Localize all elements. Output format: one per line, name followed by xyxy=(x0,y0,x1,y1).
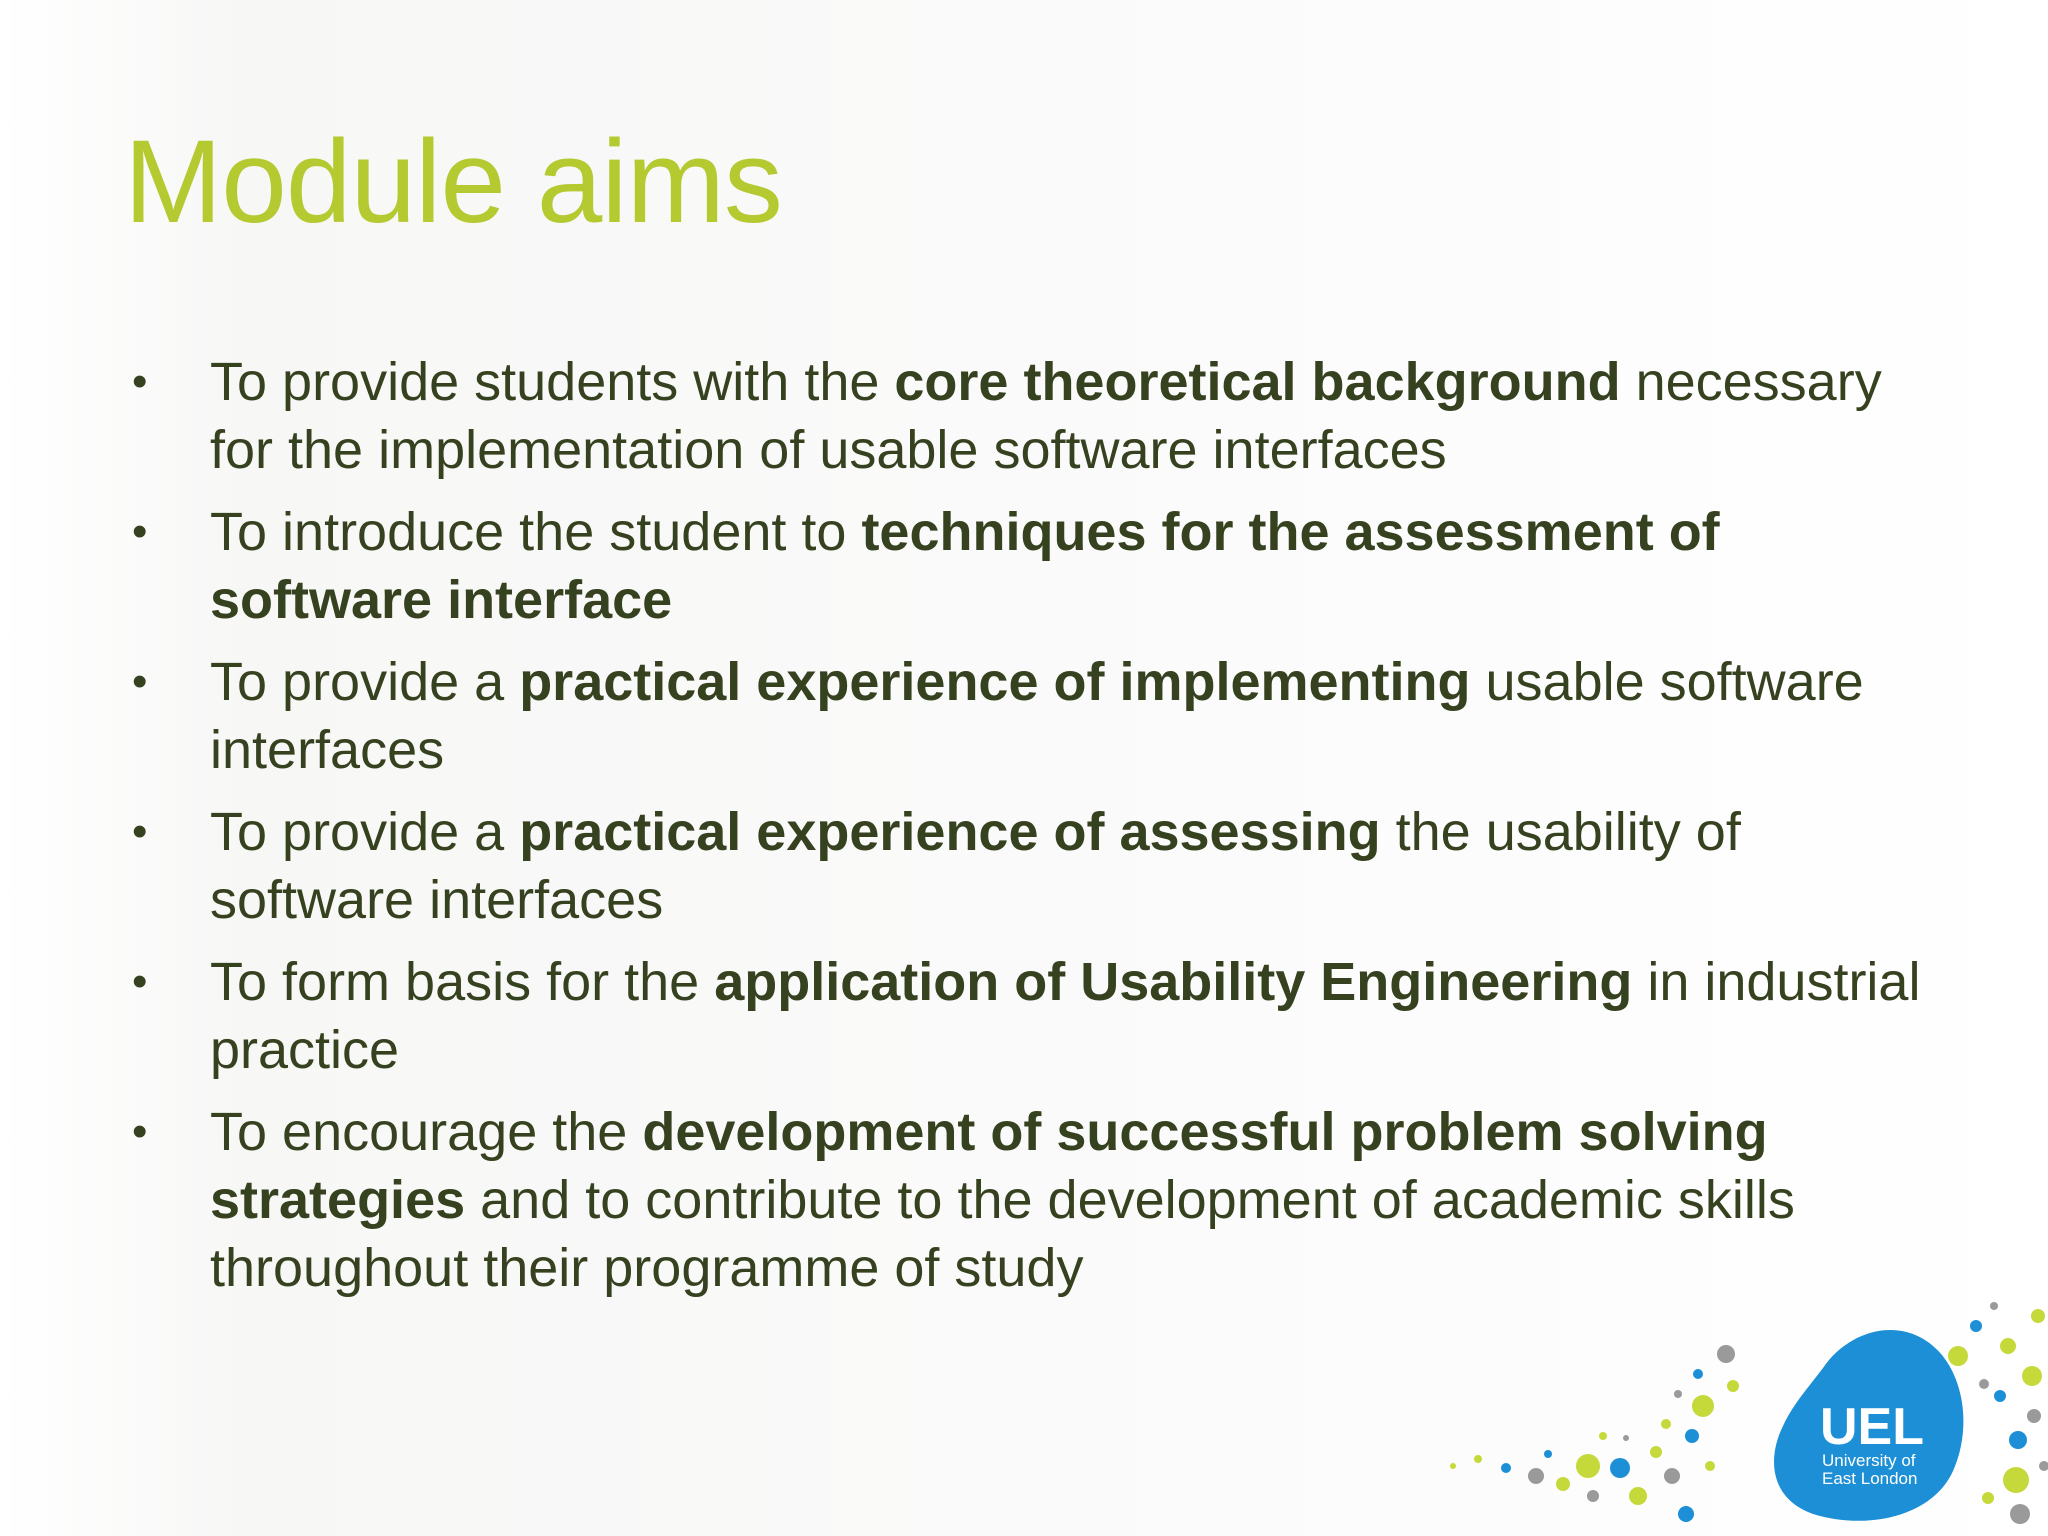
bullet-dot: • xyxy=(132,807,148,856)
bullet-list xyxy=(120,348,1940,1316)
bullet-text: necessary for the implementation of usable software interfaces xyxy=(210,352,1882,480)
bullet-dot: • xyxy=(132,507,148,556)
bullet-item xyxy=(120,498,1940,634)
bullet-dot: • xyxy=(132,657,148,706)
bullet-bold-text: development of successful problem solving strategies xyxy=(210,1102,1768,1230)
bullet-item xyxy=(120,948,1940,1084)
bullet-bold-text: practical experience of implementing xyxy=(519,652,1471,712)
bullet-text: To provide a xyxy=(210,802,520,862)
logo-line1: University of xyxy=(1822,1451,1916,1470)
uel-logo xyxy=(1428,1276,2048,1536)
logo-line2: East London xyxy=(1822,1469,1918,1488)
bullet-item xyxy=(120,348,1940,484)
bullet-text: To provide students with the xyxy=(210,352,895,412)
bullet-item xyxy=(120,648,1940,784)
bullet-dot: • xyxy=(132,957,148,1006)
bullet-item xyxy=(120,798,1940,934)
bullet-dot: • xyxy=(132,357,148,406)
bullet-text: in industrial practice xyxy=(210,952,1921,1080)
bullet-bold-text: core theoretical background xyxy=(894,352,1621,412)
bullet-bold-text: techniques for the assessment of software interface xyxy=(210,502,1720,630)
bullet-text: To form basis for the xyxy=(210,952,715,1012)
bullet-item xyxy=(120,1098,1940,1302)
logo-acronym: UEL xyxy=(1820,1398,1924,1456)
slide-title: Module aims xyxy=(124,116,782,248)
bullet-text: usable software interfaces xyxy=(210,652,1864,780)
bullet-bold-text: application of Usability Engineering xyxy=(714,952,1633,1012)
bullet-text: To encourage the xyxy=(210,1102,643,1162)
bullet-text: To introduce the student to xyxy=(210,502,862,562)
bullet-text: To provide a xyxy=(210,652,520,712)
bullet-bold-text: practical experience of assessing xyxy=(519,802,1381,862)
bullet-text: and to contribute to the development of academic skills throughout their programme of study xyxy=(210,1170,1795,1298)
bullet-text: the usability of software interfaces xyxy=(210,802,1741,930)
bullet-dot: • xyxy=(132,1107,148,1156)
